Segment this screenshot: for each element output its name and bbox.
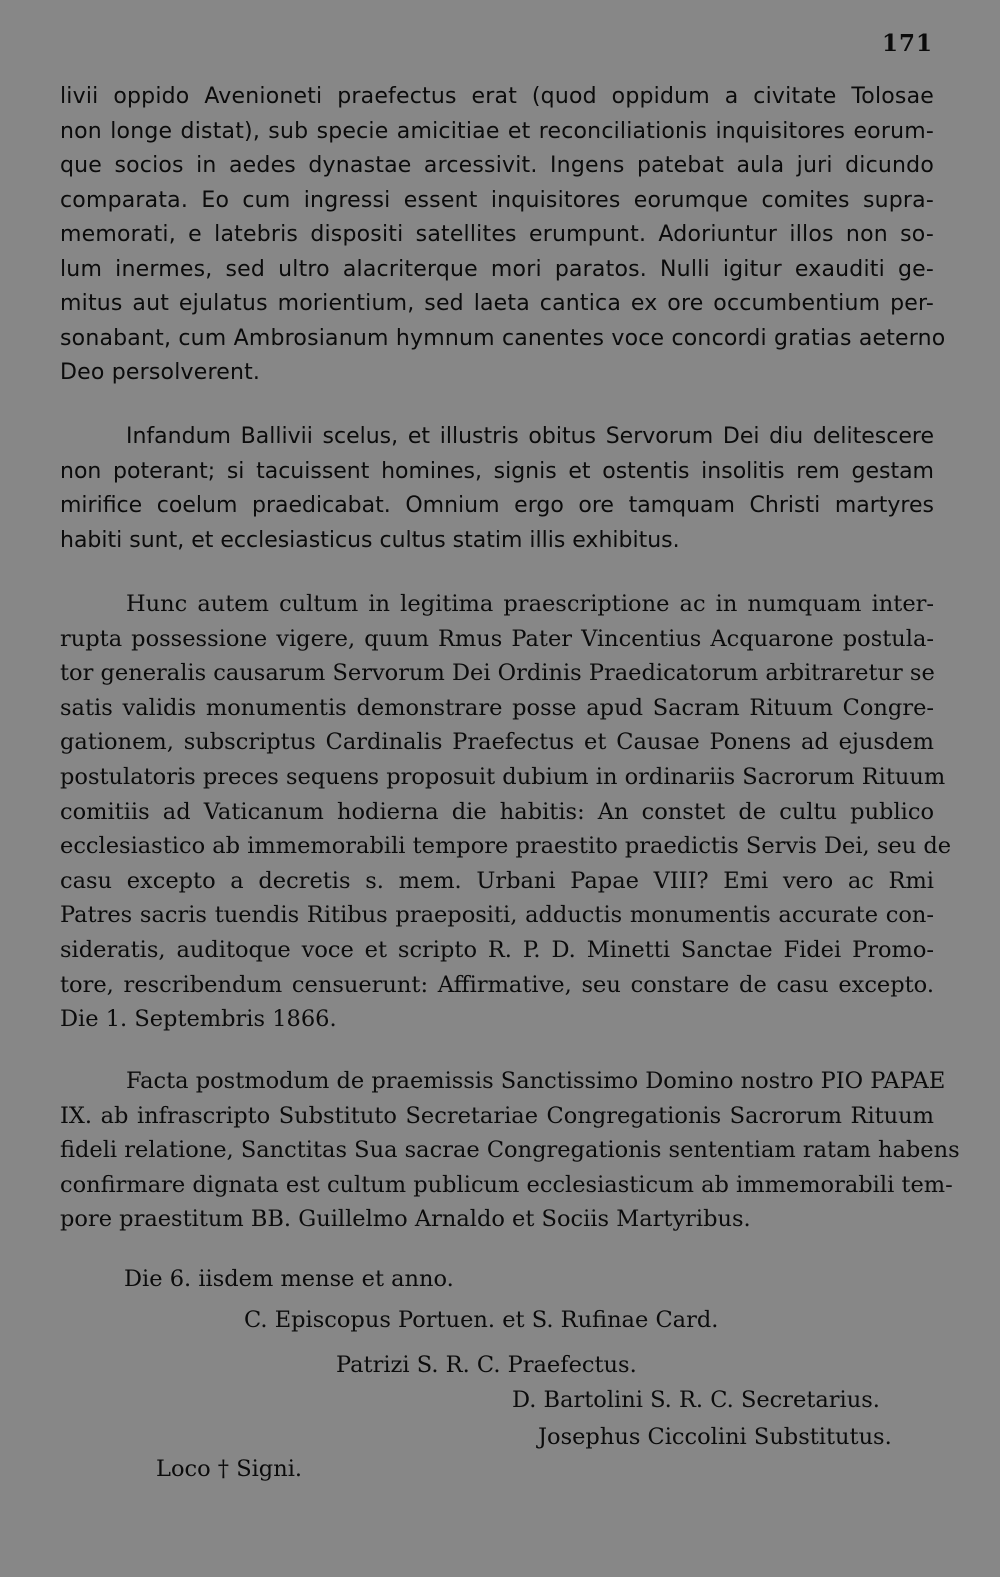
text-line: Hunc autem cultum in legitima praescriptione ac in numquam inter- bbox=[126, 591, 934, 617]
text-line: Die 1. Septembris 1866. bbox=[60, 1006, 337, 1033]
text-line: tor generalis causarum Servorum Dei Ordinis Praedicatorum arbitraretur se bbox=[60, 660, 935, 687]
text-line: pore praestitum BB. Guillelmo Arnaldo et Sociis Martyribus. bbox=[60, 1206, 751, 1233]
text-line: comparata. Eo cum ingressi essent inquisitores eorumque comites supra- bbox=[60, 187, 934, 213]
paragraph-4 bbox=[60, 1064, 960, 1237]
signature-cardinal: C. Episcopus Portuen. et S. Rufinae Card. bbox=[244, 1307, 719, 1333]
text-line: livii oppido Avenioneti praefectus erat (quod oppidum a civitate Tolosae bbox=[60, 84, 934, 109]
text-line: fideli relatione, Sanctitas Sua sacrae Congregationis sententiam ratam habens bbox=[60, 1137, 960, 1164]
text-line: Facta postmodum de praemissis Sanctissimo Domino nostro PIO PAPAE bbox=[126, 1068, 946, 1094]
text-line: mitus aut ejulatus morientium, sed laeta cantica ex ore occumbentium per- bbox=[60, 291, 934, 316]
text-line: comitiis ad Vaticanum hodierna die habitis: An constet de cultu publico bbox=[60, 798, 934, 825]
text-line: rupta possessione vigere, quum Rmus Pater Vincentius Acquarone postula- bbox=[60, 625, 934, 652]
text-line: memorati, e latebris dispositi satellites erumpunt. Adoriuntur illos non so- bbox=[60, 222, 934, 247]
text-line: casu excepto a decretis s. mem. Urbani Papae VIII? Emi vero ac Rmi bbox=[60, 867, 934, 894]
text-line: confirmare dignata est cultum publicum ecclesiasticum ab immemorabili tem- bbox=[60, 1171, 953, 1198]
paragraph-2 bbox=[60, 420, 934, 558]
text-line: non longe distat), sub specie amicitiae et reconciliationis inquisitores eorum- bbox=[60, 118, 934, 144]
text-line: Patres sacris tuendis Ritibus praepositi, adductis monumentis accurate con- bbox=[60, 902, 934, 929]
text-line: sonabant, cum Ambrosianum hymnum canentes voce concordi gratias aeterno bbox=[60, 325, 946, 351]
date-line: Die 6. iisdem mense et anno. bbox=[124, 1266, 454, 1292]
text-line: gationem, subscriptus Cardinalis Praefectus et Causae Ponens ad ejusdem bbox=[60, 729, 934, 756]
signature-substitute: Josephus Ciccolini Substitutus. bbox=[538, 1424, 892, 1450]
text-line: lum inermes, sed ultro alacriterque mori paratos. Nulli igitur exauditi ge- bbox=[60, 256, 934, 282]
text-line: Deo persolverent. bbox=[60, 360, 261, 385]
signature-prefect: Patrizi S. R. C. Praefectus. bbox=[336, 1352, 637, 1378]
paragraph-1 bbox=[60, 80, 946, 391]
text-line: satis validis monumentis demonstrare posse apud Sacram Rituum Congre- bbox=[60, 694, 934, 721]
paragraph-3 bbox=[60, 587, 952, 1037]
signature-secretary: D. Bartolini S. R. C. Secretarius. bbox=[512, 1387, 880, 1413]
text-line: habiti sunt, et ecclesiasticus cultus statim illis exhibitus. bbox=[60, 527, 680, 553]
text-line: ecclesiastico ab immemorabili tempore praestito praedictis Servis Dei, seu de bbox=[60, 833, 952, 860]
text-line: Infandum Ballivii scelus, et illustris obitus Servorum Dei diu delitescere bbox=[126, 424, 934, 449]
text-line: IX. ab infrascripto Substituto Secretariae Congregationis Sacrorum Rituum bbox=[60, 1102, 934, 1129]
text-line: que socios in aedes dynastae arcessivit. Ingens patebat aula juri dicundo bbox=[60, 153, 934, 178]
text-line: tore, rescribendum censuerunt: Affirmative, seu constare de casu excepto. bbox=[60, 971, 934, 998]
text-line: postulatoris preces sequens proposuit dubium in ordinariis Sacrorum Rituum bbox=[60, 763, 946, 790]
text-line: non poterant; si tacuissent homines, signis et ostentis insolitis rem gestam bbox=[60, 458, 934, 484]
page-number: 171 bbox=[881, 30, 933, 57]
seal-place: Loco † Signi. bbox=[156, 1456, 303, 1482]
text-line: mirifice coelum praedicabat. Omnium ergo ore tamquam Christi martyres bbox=[60, 493, 934, 518]
text-line: sideratis, auditoque voce et scripto R. P. D. Minetti Sanctae Fidei Promo- bbox=[60, 936, 934, 963]
